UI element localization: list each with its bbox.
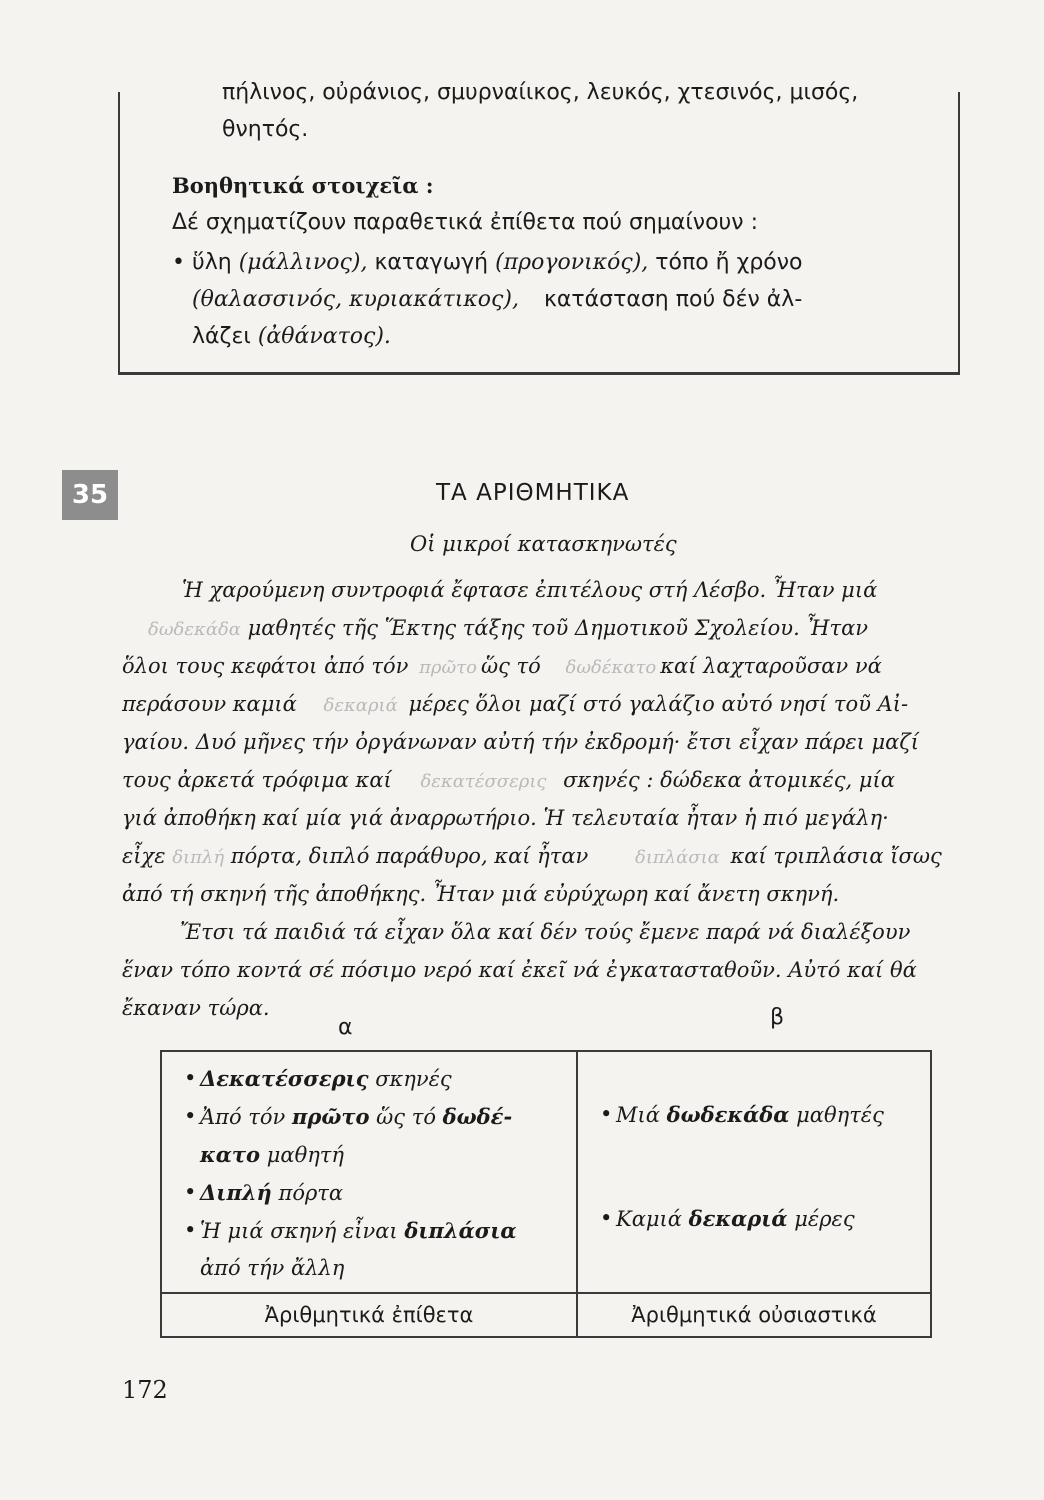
box-b2-example: (προγονικός),	[495, 250, 649, 275]
story-line: γιά ἀποθήκη καί μία γιά ἀναρρωτήριο. Ἡ τελευταία ἦταν ἡ πιό μεγάλη·	[122, 806, 889, 830]
story-text: μαθητές τῆς Ἕκτης τάξης τοῦ Δημοτικοῦ Σχολείου. Ἦταν	[247, 616, 869, 640]
story-line	[122, 654, 882, 678]
faded-word: δωδεκάδα	[148, 619, 241, 640]
bold-term: δωδέ-	[442, 1104, 513, 1129]
faded-word: δωδέκατο	[565, 657, 657, 678]
section-title: ΤΑ ΑΡΙΘΜΗΤΙΚΑ	[436, 480, 630, 506]
page-number: 172	[122, 1376, 168, 1404]
story-line: Ἡ χαρούμενη συντροφιά ἔφτασε ἐπιτέλους στή Λέσβο. Ἦταν μιά	[182, 578, 878, 602]
bullet-dot: •	[172, 250, 192, 275]
list-item	[184, 1060, 576, 1098]
item-text: μέρες	[794, 1207, 855, 1231]
table-cell-adjectives	[161, 1051, 577, 1293]
item-text: ὥς τό	[376, 1105, 436, 1129]
item-text: Καμιά	[616, 1207, 682, 1231]
column-label-a: α	[338, 1015, 353, 1040]
bold-term: Δεκατέσσερις	[200, 1066, 369, 1091]
bold-term: Διπλή	[200, 1180, 272, 1205]
box-b2: καταγωγή	[374, 250, 489, 275]
list-item	[600, 1200, 930, 1238]
item-text: μαθητή	[266, 1143, 344, 1167]
box-b5-example: (ἀθάνατος).	[257, 324, 391, 349]
box-b3-example: (θαλασσινός, κυριακάτικος),	[192, 287, 519, 312]
list-item	[184, 1098, 576, 1174]
story-line: ἕναν τόπο κοντά σέ πόσιμο νερό καί ἐκεῖ νά ἐγκατασταθοῦν. Αὐτό καί θά	[122, 958, 917, 982]
item-text: μαθητές	[796, 1103, 884, 1127]
box-bullet-line-2	[192, 287, 802, 312]
item-text: Ἀπό τόν	[200, 1105, 286, 1129]
story-text: καί λαχταροῦσαν νά	[660, 654, 882, 678]
box-line-1: πήλινος, οὐράνιος, σμυρναίικος, λευκός, χτεσινός, μισός,	[222, 80, 859, 105]
noun-examples	[578, 1052, 930, 1238]
column-label-b: β	[770, 1005, 785, 1030]
story-line	[148, 616, 868, 640]
item-text: πόρτα	[278, 1181, 344, 1205]
story-text: καί τριπλάσια ἴσως	[730, 844, 942, 868]
box-b4: κατάσταση πού δέν ἀλ-	[543, 287, 803, 312]
box-b1: ὕλη	[191, 250, 232, 275]
bold-term: διπλάσια	[404, 1218, 517, 1243]
box-line-2: θνητός.	[222, 117, 309, 142]
bold-term: κατο	[200, 1142, 261, 1167]
box-bullet-line-3	[192, 324, 391, 349]
bold-term: πρῶτο	[292, 1104, 370, 1129]
story-line: ἀπό τή σκηνή τῆς ἀποθήκης. Ἦταν μιά εὐρύχωρη καί ἄνετη σκηνή.	[122, 882, 840, 906]
bold-term: δεκαριά	[688, 1206, 788, 1231]
story-text: περάσουν καμιά	[122, 692, 297, 716]
item-text: Ἡ μιά σκηνή εἶναι	[200, 1219, 398, 1243]
box-b1-example: (μάλλινος),	[238, 250, 368, 275]
faded-word: διπλή	[172, 847, 225, 868]
story-line	[122, 692, 908, 716]
faded-word: διπλάσια	[635, 847, 720, 868]
faded-word: δεκατέσσερις	[420, 771, 547, 792]
box-heading: Βοηθητικά στοιχεῖα :	[172, 173, 434, 198]
story-title: Οἱ μικροί κατασκηνωτές	[410, 532, 677, 556]
faded-word: πρῶτο	[419, 657, 477, 678]
item-text: ἀπό τήν ἄλλη	[200, 1256, 345, 1280]
story-text: εἶχε	[122, 844, 166, 868]
story-line	[122, 844, 942, 868]
box-b3: τόπο ἤ χρόνο	[655, 250, 803, 275]
story-line: ἔκαναν τώρα.	[122, 996, 270, 1020]
story-line: γαίου. Δυό μῆνες τήν ὀργάνωναν αὐτή τήν ἐκδρομή· ἔτσι εἶχαν πάρει μαζί	[122, 730, 919, 754]
story-line: Ἔτσι τά παιδιά τά εἶχαν ὅλα καί δέν τούς ἔμενε παρά νά διαλέξουν	[180, 920, 911, 944]
list-item	[184, 1174, 576, 1212]
story-text: πόρτα, διπλό παράθυρο, καί ἦταν	[230, 844, 589, 868]
adjective-examples	[162, 1052, 576, 1287]
story-line	[122, 768, 895, 792]
item-text: σκηνές	[375, 1067, 452, 1091]
faded-word: δεκαριά	[323, 695, 398, 716]
footer-adjectives: Ἀριθμητικά ἐπίθετα	[161, 1293, 577, 1337]
box-intro: Δέ σχηματίζουν παραθετικά ἐπίθετα πού σημαίνουν :	[172, 210, 758, 235]
section-number-badge: 35	[62, 470, 118, 520]
story-text: σκηνές : δώδεκα ἀτομικές, μία	[563, 768, 895, 792]
story-text: τους ἀρκετά τρόφιμα καί	[122, 768, 392, 792]
footer-nouns: Ἀριθμητικά οὐσιαστικά	[577, 1293, 931, 1337]
bold-term: δωδεκάδα	[666, 1102, 790, 1127]
list-item	[184, 1212, 576, 1287]
numerals-table	[160, 1050, 932, 1338]
list-item	[600, 1096, 930, 1134]
box-bullet-line-1	[172, 250, 803, 275]
box-b5: λάζει	[192, 324, 251, 349]
story-text: ὅλοι τους κεφάτοι ἀπό τόν	[122, 654, 409, 678]
item-text: Μιά	[616, 1103, 660, 1127]
story-text: μέρες ὅλοι μαζί στό γαλάζιο αὐτό νησί τοῦ Αἰ-	[408, 692, 909, 716]
story-text: ὥς τό	[480, 654, 541, 678]
table-cell-nouns	[577, 1051, 931, 1293]
